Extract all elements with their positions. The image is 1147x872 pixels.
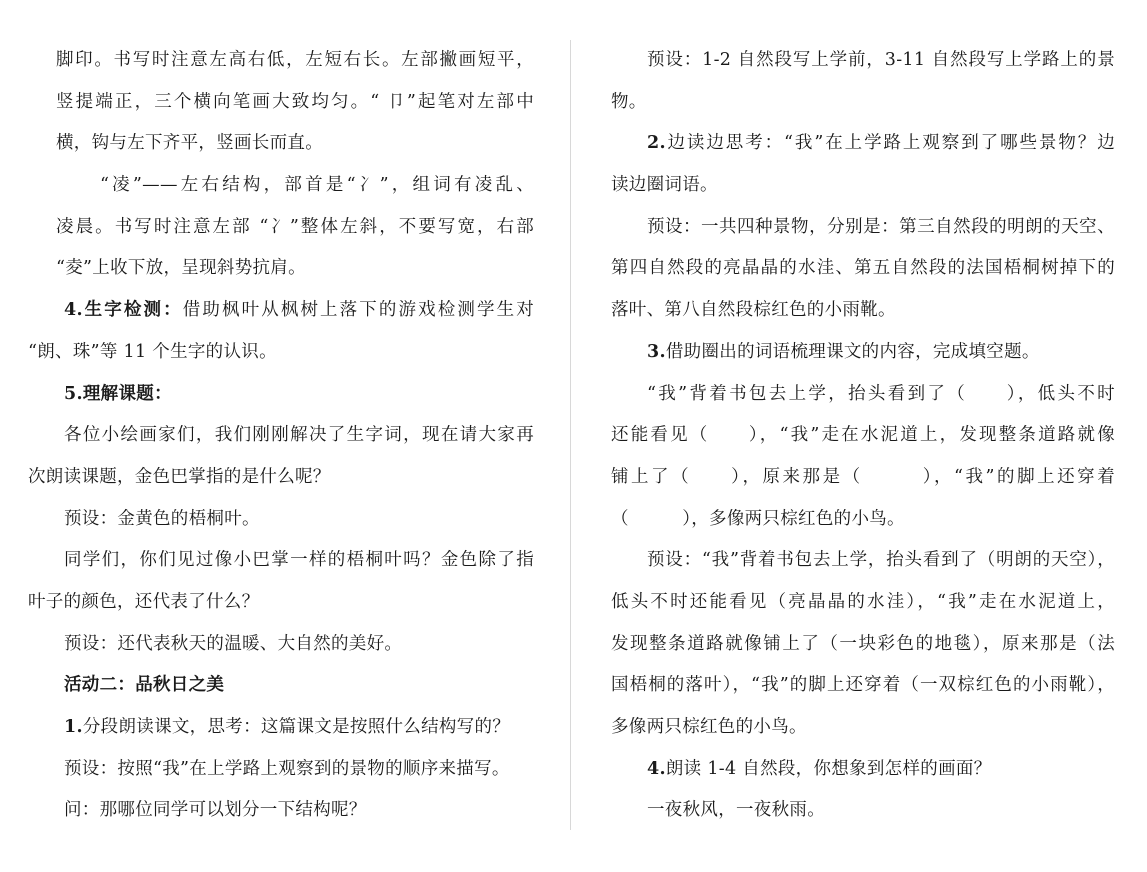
line-text: 发现整条道路就像铺上了（一块彩色的地毯），原来那是（法 (611, 633, 1115, 654)
right-column-line (611, 790, 1115, 832)
line-text: “凌”——左右结构，部首是“冫”，组词有凌乱、 (100, 175, 534, 196)
right-column-line (611, 82, 1115, 124)
left-column-line (28, 165, 534, 207)
item-number-label: 4. (647, 758, 666, 779)
line-text: （ ），多像两只棕红色的小鸟。 (611, 508, 905, 529)
line-text: 预设：“我”背着书包去上学，抬头看到了（明朗的天空）， (647, 550, 1115, 571)
line-text: 次朗读课题，金色巴掌指的是什么呢？ (28, 466, 331, 487)
item-number-label: 4.生字检测： (64, 300, 183, 321)
left-column-line (28, 123, 534, 165)
line-text: 物。 (611, 91, 647, 112)
left-column-line (28, 82, 534, 124)
line-text: 凌晨。书写时注意左部 “冫”整体左斜，不要写宽，右部 (56, 216, 534, 237)
column-divider (570, 40, 571, 830)
left-column-line (28, 624, 534, 666)
right-column-line (611, 207, 1115, 249)
line-text: 竖提端正，三个横向笔画大致均匀。“ 卩”起笔对左部中 (56, 91, 534, 112)
line-text: 铺上了（ ），原来那是（ ），“我”的脚上还穿着 (611, 466, 1115, 487)
line-text: 分段朗读课文，思考：这篇课文是按照什么结构写的？ (82, 717, 511, 737)
line-text: 同学们，你们见过像小巴掌一样的梧桐叶吗？金色除了指 (64, 550, 534, 571)
left-column-line (28, 540, 534, 582)
line-text: “夌”上收下放，呈现斜势抗肩。 (56, 258, 306, 279)
line-text: 落叶、第八自然段棕红色的小雨靴。 (611, 300, 896, 321)
left-column-line (28, 248, 534, 290)
right-column-line (611, 248, 1115, 290)
right-column-line (611, 40, 1115, 82)
left-column-line (28, 374, 534, 416)
right-column-line (611, 374, 1115, 416)
left-column-line (28, 415, 534, 457)
line-text: 各位小绘画家们，我们刚刚解决了生字词，现在请大家再 (64, 425, 534, 446)
right-column-line (611, 582, 1115, 624)
line-text: 预设：还代表秋天的温暖、大自然的美好。 (64, 633, 403, 654)
right-column-line (611, 540, 1115, 582)
left-column-line (28, 790, 534, 832)
right-column-line (611, 707, 1115, 749)
line-text: 借助圈出的词语梳理课文的内容，完成填空题。 (665, 341, 1040, 362)
left-column-line (28, 207, 534, 249)
line-text: “我”背着书包去上学，抬头看到了（ ），低头不时 (647, 383, 1115, 404)
left-column-line (28, 290, 534, 332)
line-text: 还能看见（ ），“我”走在水泥道上，发现整条道路就像 (611, 425, 1115, 446)
line-text: 叶子的颜色，还代表了什么？ (28, 591, 260, 612)
line-text: 预设：1-2 自然段写上学前，3-11 自然段写上学路上的景 (647, 50, 1115, 70)
left-column-line (28, 665, 534, 707)
line-text: 朗读 1-4 自然段，你想象到怎样的画面？ (665, 758, 992, 779)
left-column-line (28, 707, 534, 749)
left-column-line (28, 749, 534, 791)
line-text: 借助枫叶从枫树上落下的游戏检测学生对 (182, 300, 534, 321)
line-text: 国梧桐的落叶），“我”的脚上还穿着（一双棕红色的小雨靴）， (611, 675, 1115, 696)
right-column-line (611, 290, 1115, 332)
line-text: 读边圈词语。 (611, 175, 718, 196)
line-text: 多像两只棕红色的小鸟。 (611, 717, 807, 737)
line-text: 活动二：品秋日之美 (64, 675, 225, 696)
line-text: 低头不时还能看见（亮晶晶的水洼），“我”走在水泥道上， (611, 591, 1115, 612)
left-column-line (28, 40, 534, 82)
right-column-line (611, 415, 1115, 457)
line-text: 边读边思考：“我”在上学路上观察到了哪些景物？边 (665, 133, 1115, 154)
item-number-label: 3. (647, 341, 666, 362)
line-text: 一夜秋风，一夜秋雨。 (647, 800, 825, 821)
left-column (28, 40, 534, 832)
right-column-line (611, 123, 1115, 165)
line-text: 预设：按照“我”在上学路上观察到的景物的顺序来描写。 (64, 758, 510, 779)
line-text: 预设：金黄色的梧桐叶。 (64, 508, 260, 529)
left-column-line (28, 332, 534, 374)
right-column-line (611, 624, 1115, 666)
right-column-line (611, 749, 1115, 791)
right-column-line (611, 499, 1115, 541)
right-column-line (611, 332, 1115, 374)
line-text: “朗、珠”等 11 个生字的认识。 (28, 341, 277, 362)
left-column-line (28, 582, 534, 624)
item-number-label: 2. (647, 133, 666, 154)
line-text: 5.理解课题： (64, 383, 172, 404)
item-number-label: 1. (64, 717, 83, 737)
right-column-line (611, 165, 1115, 207)
left-column-line (28, 499, 534, 541)
right-column-line (611, 457, 1115, 499)
line-text: 横，钩与左下齐平，竖画长而直。 (56, 133, 323, 154)
line-text: 脚印。书写时注意左高右低，左短右长。左部撇画短平， (56, 50, 534, 70)
right-column-line (611, 665, 1115, 707)
line-text: 第四自然段的亮晶晶的水洼、第五自然段的法国梧桐树掉下的 (611, 258, 1115, 279)
right-column (611, 40, 1115, 832)
line-text: 预设：一共四种景物，分别是：第三自然段的明朗的天空、 (647, 216, 1115, 237)
line-text: 问：那哪位同学可以划分一下结构呢？ (64, 800, 367, 821)
left-column-line (28, 457, 534, 499)
